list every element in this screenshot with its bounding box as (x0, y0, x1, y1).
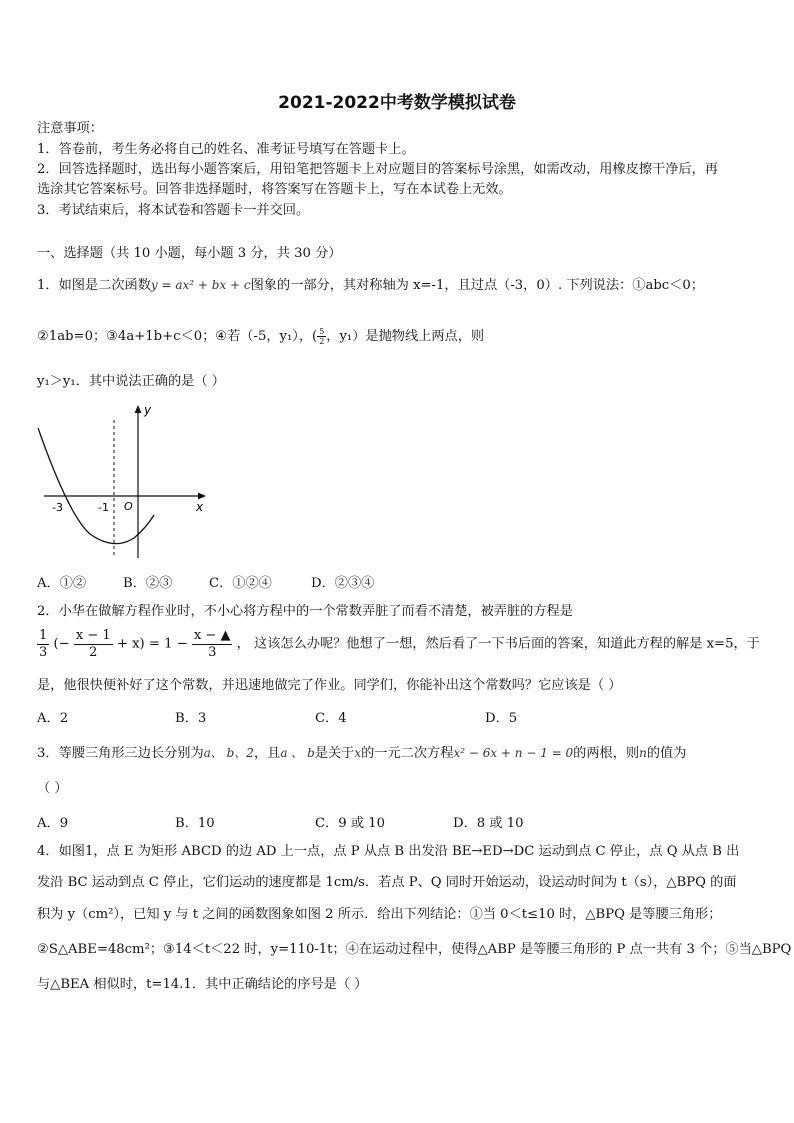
q3-option-d[interactable]: D．8 或 10 (453, 816, 524, 831)
y-axis-arrow (135, 405, 142, 413)
q2-frac-1: $\frac{1}{3}$ (39, 628, 48, 660)
q1-line2 (37, 327, 484, 346)
notice-item-1: 1．答卷前，考生务必将自己的姓名、准考证号填写在答题卡上。 (37, 142, 415, 157)
page-title: 2021-2022中考数学模拟试卷 (278, 93, 516, 113)
q3-text-e: 的两根，则 (573, 746, 640, 761)
q3-option-b[interactable]: B．10 (175, 816, 215, 831)
notice-heading: 注意事项： (37, 121, 103, 136)
tick-label-neg1: -1 (98, 501, 109, 514)
q4-line-3: 积为 y（cm²），已知 y 与 t 之间的函数图象如图 2 所示．给出下列结论：①当 0＜t≤10 时，△BPQ 是等腰三角形； (37, 907, 722, 922)
q3-option-c[interactable]: C．9 或 10 (315, 816, 386, 831)
q2-option-a[interactable]: A．2 (37, 711, 69, 726)
q3-vars2: a 、 b (280, 746, 315, 760)
q4-line-2: 发沿 BC 运动到点 C 停止，它们运动的速度都是 1cm/s．若点 P、Q 同时开始运动，设运动时间为 t（s），△BPQ 的面 (37, 875, 737, 890)
q2-line2-text: ， 这该怎么办呢？他想了一想，然后看了一下书后面的答案，知道此方程的解是 x=5，于 (236, 636, 760, 652)
x-axis-label: x (196, 500, 204, 514)
q2-frac-3: $\frac{x - ▲}{3}$ (193, 628, 231, 660)
x-axis-arrow (198, 493, 206, 500)
q2-frac-2: $\frac{x - 1}{2}$ (75, 628, 111, 660)
notice-item-3: 3．考试结束后，将本试卷和答题卡一并交回。 (37, 203, 310, 218)
parabola-curve (38, 428, 154, 544)
q2-line3: 是，他很快便补好了这个常数，并迅速地做完了作业。同学们，你能补出这个常数吗？它应该是（ ） (37, 678, 622, 693)
q2-option-d[interactable]: D．5 (485, 711, 518, 726)
q3-line1 (37, 744, 686, 763)
q3-n: n (639, 746, 647, 760)
q1-fraction: $\frac{5}{2}$ (319, 327, 325, 346)
q3-vars: a、 b、2 (203, 746, 254, 760)
q1-line3: y₁＞y₁．其中说法正确的是（ ） (37, 374, 225, 389)
notice-item-2-cont: 选涂其它答案标号。回答非选择题时，将答案写在答题卡上，写在本试卷上无效。 (37, 182, 512, 197)
q1-line2-b: ，y₁）是抛物线上两点，则 (326, 329, 485, 344)
q3-text-b: ，且 (253, 746, 281, 761)
q4-line-1: 4．如图1，点 E 为矩形 ABCD 的边 AD 上一点，点 P 从点 B 出发沿 BE→ED→DC 运动到点 C 停止，点 Q 从点 B 出 (37, 844, 740, 859)
q1-line1 (37, 276, 704, 295)
q4-line-4: ②S△ABE=48cm²；③14＜t＜22 时，y=110-1t；④在运动过程中，使得△ABP 是等腰三角形的 P 点一共有 3 个；⑤当△BPQ (37, 942, 792, 957)
q2-eq-open: (− (53, 636, 70, 652)
section-heading: 一、选择题（共 10 小题，每小题 3 分，共 30 分） (37, 246, 342, 261)
q1-text-a: 1．如图是二次函数 (37, 278, 151, 293)
tick-label-neg3: -3 (52, 501, 63, 514)
q2-option-b[interactable]: B．3 (175, 711, 207, 726)
q2-equation-line (37, 628, 760, 661)
q2-option-c[interactable]: C．4 (315, 711, 347, 726)
q1-option-a[interactable]: A．①② (37, 576, 87, 591)
q3-line2: （ ） (37, 781, 68, 796)
q1-option-b[interactable]: B．②③ (123, 576, 173, 591)
q4-line-5: 与△BEA 相似时，t=14.1．其中正确结论的序号是（ ） (37, 977, 368, 992)
q3-text-d: 的一元二次方程 (361, 746, 454, 761)
q3-text-a: 3．等腰三角形三边长分别为 (37, 746, 204, 761)
q1-formula: y = ax² + bx + c (150, 278, 251, 292)
q1-line2-a: ②1ab=0；③4a+1b+c＜0；④若（-5，y₁），( (37, 329, 318, 344)
q1-option-c[interactable]: C．①②④ (209, 576, 272, 591)
origin-label: O (124, 500, 133, 513)
q3-text-c: 是关于 (314, 746, 355, 761)
notice-item-2: 2．回答选择题时，选出每小题答案后，用铅笔把答题卡上对应题目的答案标号涂黑，如需改动，用橡皮擦干净后，再 (37, 162, 718, 177)
y-axis-label: y (144, 403, 152, 417)
q3-x: x (354, 746, 362, 760)
q1-parabola-graph (34, 396, 214, 562)
q3-text-f: 的值为 (646, 746, 687, 761)
q3-equation: x² − 6x + n − 1 = 0 (453, 746, 574, 760)
q1-option-d[interactable]: D．②③④ (311, 576, 375, 591)
q3-option-a[interactable]: A．9 (37, 816, 69, 831)
q2-line1: 2．小华在做解方程作业时，不小心将方程中的一个常数弄脏了而看不清楚，被弄脏的方程是 (37, 604, 573, 619)
q2-eq-mid: + x) = 1 − (116, 636, 188, 652)
q1-text-b: 图象的一部分，其对称轴为 x=-1，且过点（-3，0）. 下列说法：①abc＜0； (250, 278, 704, 293)
